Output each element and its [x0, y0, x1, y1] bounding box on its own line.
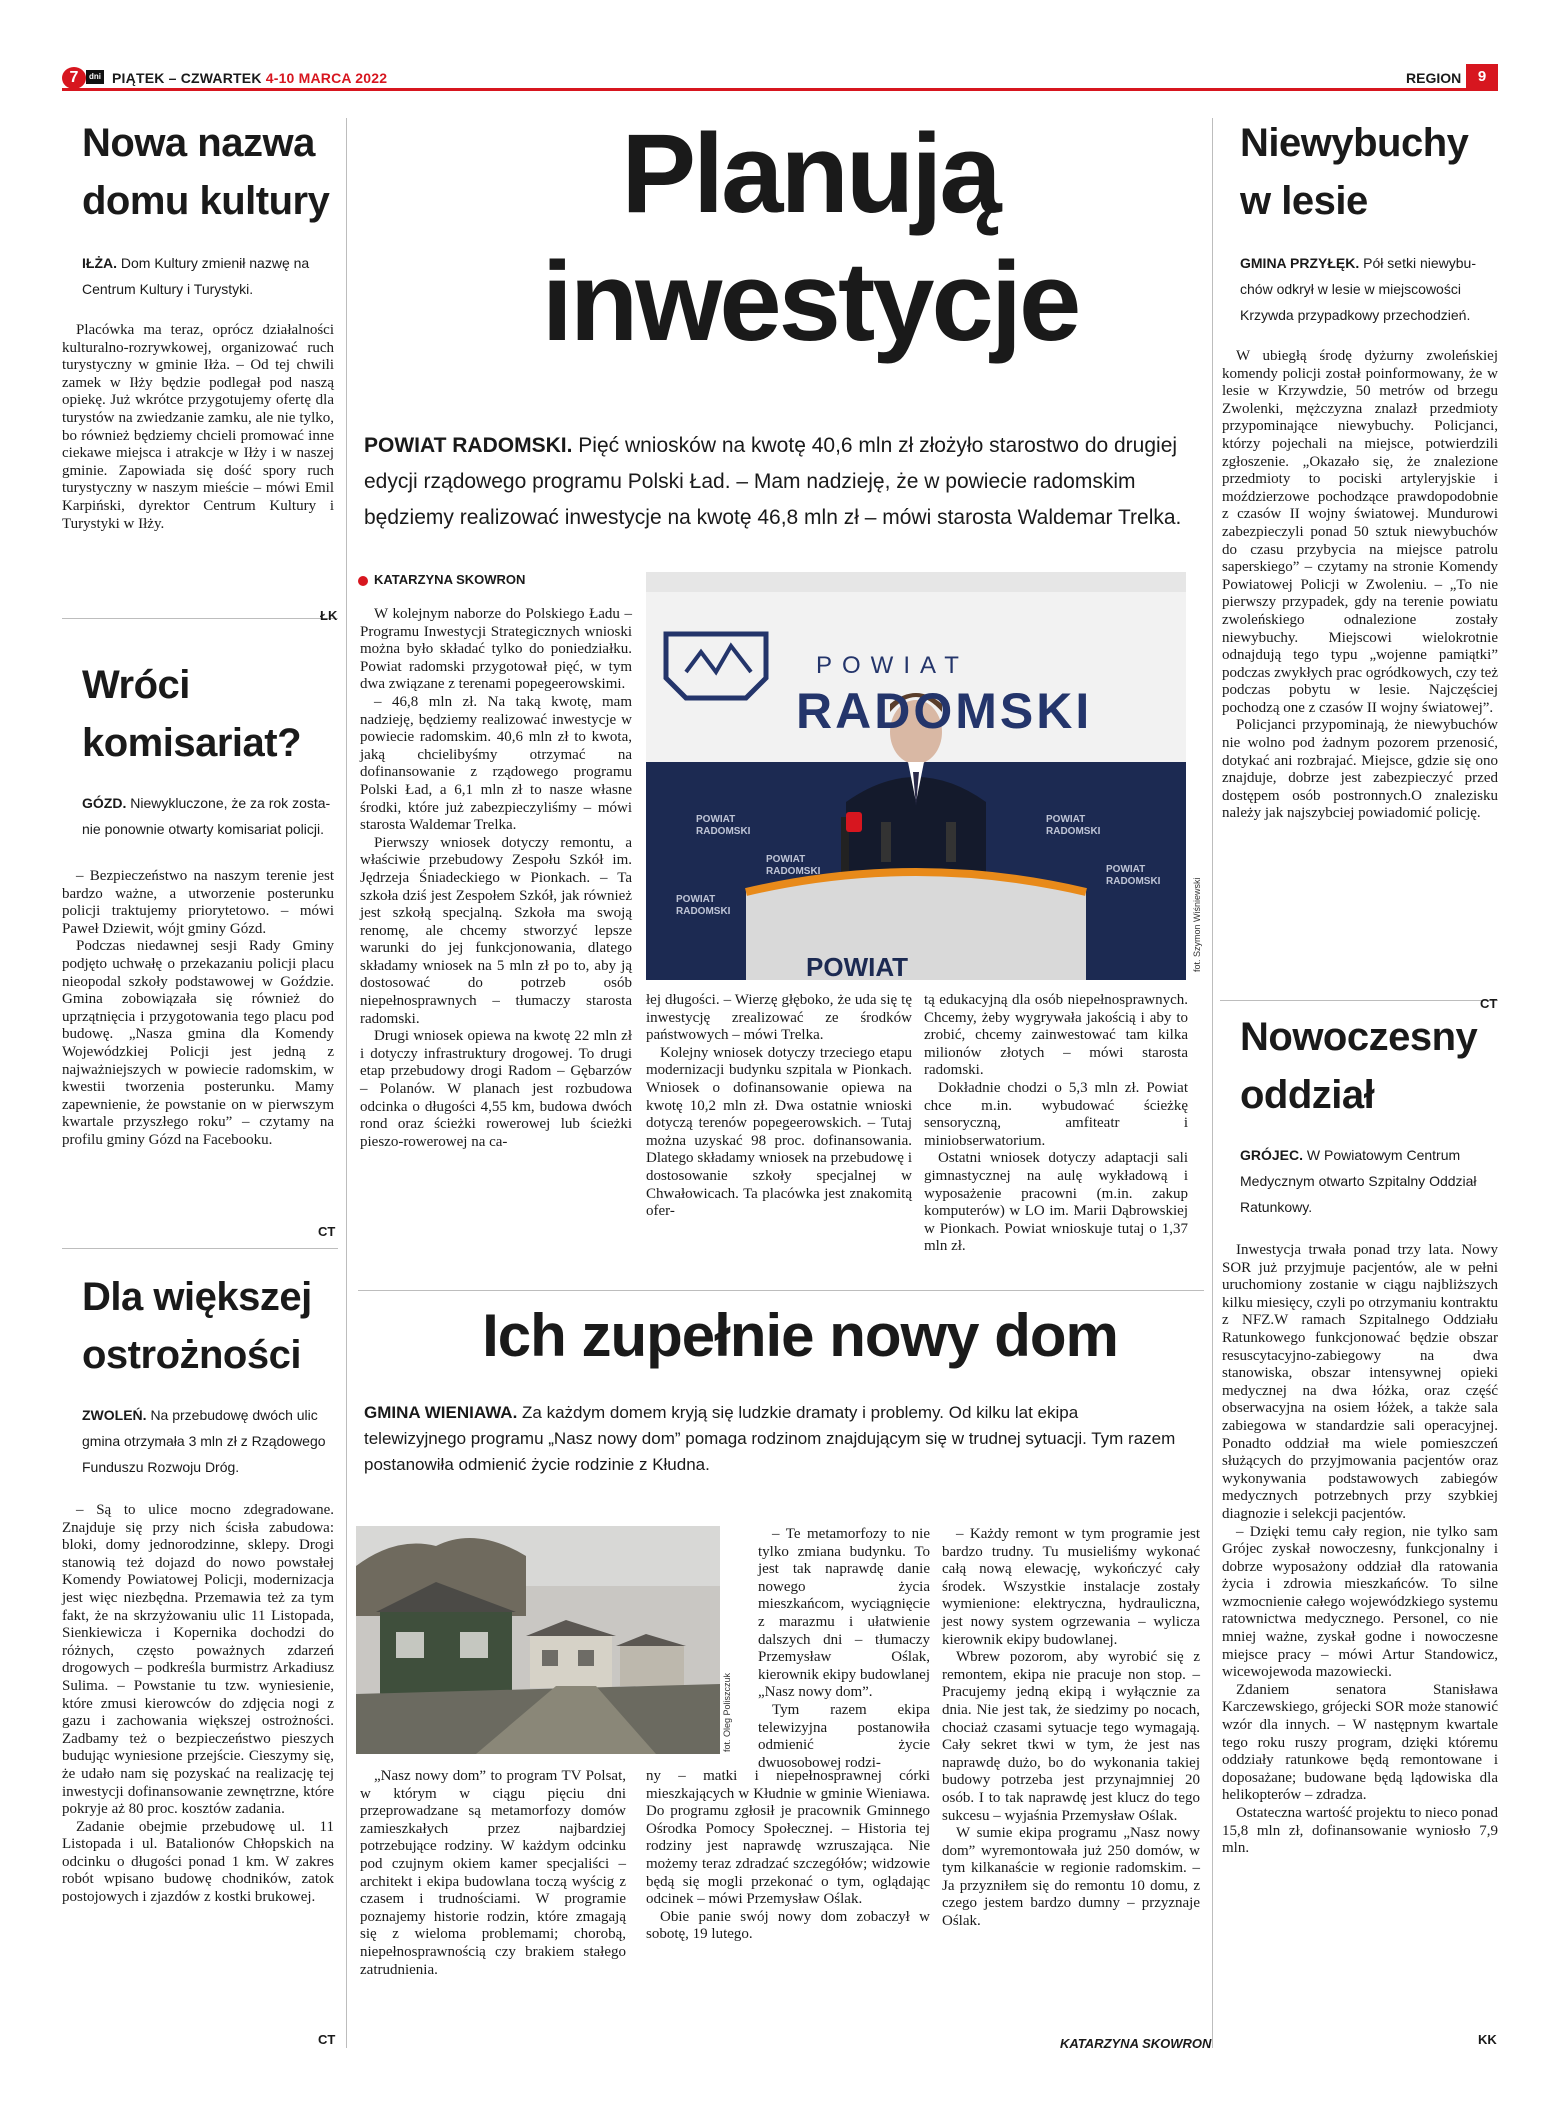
article-body: – Te metamorfozy to nie tylko zmiana budynku. To jest tak naprawdę danie nowego życia mieszkańcom, wyciągnięcie z marazmu i ułatwienie dalszych dni – tłumaczy Przemysław Oślak, kierownik ekipy budowlanej „Nasz nowy dom”. Tym razem ekipa telewizyjna postanowiła odmienić życie dwuosobowej rodzi-: [758, 1526, 930, 1771]
article-body: Placówka ma teraz, oprócz działalności kulturalno-rozrywkowej, organizować ruch turystyczny w gminie Iłża. – Od tej chwili zamek w Iłży będzie podlegał pod naszą opiekę. Już wkrótce przygotujemy ofertę dla turystów na zwiedzanie zamku, ale nie tylko, bo również będziemy chcieli promować inne ciekawe miejsca i atrakcje w Iłży i w naszej gminie. Zapowiada się dość spory ruch turystyczny w naszym mieście – mówi Emil Karpiński, dyrektor Centrum Kultury i Turystyki w Iłży.: [62, 322, 334, 532]
author-initials: CT: [318, 2032, 336, 2047]
article-body: Inwestycja trwała ponad trzy lata. Nowy SOR już przyjmuje pacjentów, ale w pełni uruchomiony zostanie w ciągu najbliższych kilku miesięcy, czyli po otrzymaniu kontraktu z NFZ.W ramach Szpitalnego Oddziału Ratunkowego funkcjonować będzie obszar resuscytacyjno-zabiegowy na dwa stanowiska, obszar intensywnej opieki medycznej na dwa łóżka, oraz część obserwacyjna na osiem łóżek, a także sala zabiegowa w standardzie sali operacyjnej. Ponadto oddział ma wiele pomieszczeń służących do przyjmowania pacjentów oraz wykonywania podstawowych zabiegów medycznych potrzebnych przy szybkiej diagnozie i selekcji pacjentów. – Dzięki temu cały region, nie tylko sam Grójec zyskał nowoczesny, funkcjonalny i dobrze wyposażony oddział dla ratowania życia i zdrowia mieszkańców. To silne wzmocnienie całego wojewódzkiego systemu ratownictwa medycznego. Personel, co nie mniej ważne, zyskał godne i nowoczesne miejsce pracy – mówi Artur Standowicz, wicewojewoda mazowiecki. Zdaniem senatora Stanisława Karczewskiego, grójecki SOR może stanowić wzór dla innych. – W następnym kwartale tego roku ruszy program, dzięki któremu oddziały ratunkowe będą remontowane i doposażane; budowane będą lądowiska dla helikopterów – zdradza. Ostateczna wartość projektu to nieco ponad 15,8 mln zł, dofinansowanie wyniosło 7,9 mln.: [1222, 1242, 1498, 1857]
svg-text:POWIAT: POWIAT: [766, 854, 806, 865]
article-divider: [1220, 1000, 1498, 1001]
article-body: łej długości. – Wierzę głęboko, że uda się tę inwestycję zrealizować ze środków państwowych – mówi Trelka. Kolejny wniosek dotyczy trzeciego etapu modernizacji budynku szpitala w Pionkach. Wniosek o dofinansowanie opiewa na kwotę 10,2 mln zł. Dwa ostatnie wnioski dotyczą terenów popegeerowskich. – Tutaj można uzyskać 98 proc. dofinansowania. Dlatego składamy wniosek na przebudowę i dostosowanie szkoły specjalnej w Chwałowicach. Ta placówka jest znakomitą ofer-: [646, 992, 912, 1220]
article-body: tą edukacyjną dla osób niepełnosprawnych. Chcemy, żeby wygrywała jakością i aby to zrobić, chcemy zainwestować tam kilka milionów złotych – mówi starosta radomski. Dokładnie chodzi o 5,3 mln zł. Powiat chce m.in. wybudować ścieżkę sensoryczną, amfiteatr i miniobserwatorium. Ostatni wniosek dotyczy adaptacji sali gimnastycznej na aulę wykładową i wyposażenie pracowni (m.in. zakup komputerów) w LO im. Marii Dąbrowskiej w Pionkach. Powiat wnioskuje tutaj o 1,37 mln zł.: [924, 992, 1188, 1255]
banner-text: RADOMSKI: [796, 683, 1093, 739]
photo-credit: fot. Szymon Wiśniewski: [1192, 877, 1202, 972]
article-body: – Każdy remont w tym programie jest bardzo trudny. Tu musieliśmy wykonać całą nową elewację, wykończyć cały środek. Wszystkie instalacje zostały wymienione: elektryczna, hydrauliczna, jest nowy system ogrzewania – wylicza kierownik ekipy budowlanej. Wbrew pozorom, aby wyrobić się z remontem, ekipa nie pracuje non stop. – Pracujemy jedną ekipą i wyłącznie za dnia. Nie jest tak, że siedzimy po nocach, chociaż czasami sytuacje tego wymagają. Cały sekret tkwi w tym, że jest nas naprawdę dużo, bo do wykonania takiej budowy potrzeba jest przynajmniej 20 osób. I to tak naprawdę jest klucz do tego sukcesu – wyjaśnia Przemysław Oślak. W sumie ekipa programu „Nasz nowy dom” wyremontowała już 250 domów, w tym kilkanaście w regionie radomskim. – Ja przyzniłem się do remontu 10 domu, z czego jestem bardzo dumny – przyznaje Oślak.: [942, 1526, 1200, 1930]
column-divider: [1212, 118, 1213, 2048]
author-signature: KATARZYNA SKOWRON: [1060, 2036, 1212, 2051]
svg-text:POWIAT: POWIAT: [676, 894, 716, 905]
article-body: „Nasz nowy dom” to program TV Polsat, w którym w ciągu pięciu dni przeprowadzane są metamorfozy domów zamieszkałych przez najbardziej potrzebujące rodziny. W każdym odcinku pod czujnym okiem kamer specjaliści – architekt i ekipa budowlana toczą wyścig z czasem i trudnościami. W programie poznajemy historie rodzin, które zmagają się z wieloma problemami; chorobą, niepełnosprawnością czy brakiem stałego zatrudnienia.: [360, 1768, 626, 1978]
section-label: REGION: [1406, 70, 1462, 86]
svg-text:POWIAT: POWIAT: [806, 952, 909, 980]
article-divider: [62, 1248, 338, 1249]
byline: KATARZYNA SKOWRON: [358, 572, 525, 587]
header-rule: [62, 88, 1498, 91]
second-headline: Ich zupełnie nowy dom: [482, 1302, 1118, 1369]
article-lead: ZWOLEŃ. Na przebudowę dwóch ulic gmina otrzymała 3 mln zł z Rządowego Funduszu Rozwoju Dróg.: [82, 1407, 326, 1475]
article-title: Nowa nazwa domu kultury: [82, 121, 330, 223]
article-title: Dla większej ostrożności: [82, 1275, 312, 1377]
author-initials: CT: [318, 1224, 336, 1239]
banner-text: POWIAT: [816, 652, 969, 679]
second-lead: GMINA WIENIAWA. Za każdym domem kryją się ludzkie dramaty i problemy. Od kilku lat ekipa telewizyjnego programu „Nasz nowy dom” pomaga rodzinom znajdującym się w trudnej sytuacji. Tym razem postanowiła odmienić życie rodzinie z Kłudna.: [364, 1403, 1176, 1474]
svg-text:RADOMSKI: RADOMSKI: [676, 906, 731, 917]
logo-icon: 7: [62, 67, 86, 89]
author-initials: ŁK: [320, 608, 338, 623]
page-number: 9: [1466, 64, 1498, 90]
article-body: ny – matki i niepełnosprawnej córki mieszkających w Kłudnie w gminie Wieniawa. Do programu zgłosił je pracownik Gminnego Ośrodka Pomocy Społecznej. – Historia tej rodziny jest naprawdę wzruszająca. Nie możemy teraz zdradzać szczegółów; widzowie będą się mogli przekonać o tym, oglądając odcinek – mówi Przemysław Oślak. Obie panie swój nowy dom zobaczył w sobotę, 19 lutego.: [646, 1768, 930, 1943]
article-lead: GRÓJEC. W Powiatowym Centrum Medycznym otwarto Szpitalny Oddział Ratunkowy.: [1240, 1147, 1477, 1215]
article-body: W kolejnym naborze do Polskiego Ładu – Programu Inwestycji Strategicznych wnioski można było składać tylko do poniedziałku. Powiat radomski przygotował pięć, w tym dwa związane z terenami popegeerowskimi. – 46,8 mln zł. Na taką kwotę, mam nadzieję, będziemy realizować inwestycje w powiecie radomskim. 40,6 mln zł to kwota, jaką chcielibyśmy otrzymać na dofinansowanie z rządowego programu Polski Ład, a 6,1 mln zł to nasze własne środki, które już zabezpieczyliśmy – mówi starosta Waldemar Trelka. Pierwszy wniosek dotyczy remontu, a właściwie przebudowy Zespołu Szkół im. Jędrzeja Śniadeckiego w Pionkach. – Ta szkoła dziś jest Zespołem Szkół, jak również jest szkołą specjalną. Szkoła ma swoją renomę, ale chcemy stworzyć lepsze warunki do jej funkcjonowania, dlatego składamy wniosek na 5 mln zł po to, aby ją dostosować do potrzeb osób niepełnosprawnych – tłumaczy starosta radomski. Drugi wniosek opiewa na kwotę 22 mln zł i dotyczy infrastruktury drogowej. To drugi etap przebudowy drogi Radom – Gębarzów – Polanów. W planach jest rozbudowa odcinka o długości 4,55 km, budowa dwóch rond oraz ścieżki rowerowej lub ścieżki pieszo-rowerowej na ca-: [360, 606, 632, 1150]
svg-text:POWIAT: POWIAT: [1106, 864, 1146, 875]
main-lead: POWIAT RADOMSKI. Pięć wniosków na kwotę 40,6 mln zł złożyło starostwo do drugiej edycji rządowego programu Polski Ład. – Mam nadzieję, że w powiecie radomskim będziemy realizować inwestycje na kwotę 46,8 mln zł – mówi starosta Waldemar Trelka.: [364, 434, 1182, 529]
article-lead: GMINA PRZYŁĘK. Pół setki niewybu- chów odkrył w lesie w miejscowości Krzywda przypadkowy przechodzień.: [1240, 255, 1476, 323]
article-divider: [62, 618, 338, 619]
author-initials: KK: [1478, 2032, 1497, 2047]
house-photo: [356, 1526, 720, 1754]
main-headline: Planują inwestycje: [541, 111, 1079, 364]
author-initials: CT: [1480, 996, 1498, 1011]
svg-text:RADOMSKI: RADOMSKI: [1046, 826, 1101, 837]
article-lead: IŁŻA. Dom Kultury zmienił nazwę na Centrum Kultury i Turystyki.: [82, 255, 310, 297]
svg-text:POWIAT: POWIAT: [696, 814, 736, 825]
svg-text:RADOMSKI: RADOMSKI: [766, 866, 821, 877]
byline-dot-icon: [358, 576, 368, 586]
photo-credit: fot. Oleg Poliszczuk: [722, 1672, 732, 1752]
village-house-illustration: [356, 1526, 720, 1754]
press-conference-illustration: [646, 572, 1186, 980]
column-divider: [346, 118, 347, 2048]
article-lead: GÓZD. Niewykluczone, że za rok zosta- nie ponownie otwarty komisariat policji.: [82, 795, 331, 837]
main-photo: [646, 572, 1186, 980]
article-divider: [358, 1290, 1204, 1291]
svg-text:POWIAT: POWIAT: [1046, 814, 1086, 825]
article-title: Wróci komisariat?: [82, 663, 302, 765]
article-title: Nowoczesny oddział: [1240, 1015, 1478, 1117]
svg-text:RADOMSKI: RADOMSKI: [1106, 876, 1161, 887]
logo-sub: dni: [86, 70, 104, 84]
svg-text:RADOMSKI: RADOMSKI: [696, 826, 751, 837]
article-title: Niewybuchy w lesie: [1240, 121, 1469, 223]
article-body: W ubiegłą środę dyżurny zwoleńskiej komendy policji został poinformowany, że w lesie w Krzywdzie, 50 metrów od brzegu Zwolenki, mężczyzna znalazł przedmioty przypominające niewybuchy. Policjanci, którzy pojechali na miejsce, potwierdzili zgłoszenie. „Okazało się, że znalezione przedmioty to pociski artyleryjskie i moździerzowe pochodzące prawdopodobnie z czasów II wojny światowej. Mundurowi zabezpieczyli ponad 50 sztuk niewybuchów do czasu przybycia na miejsce patrolu saperskiego” – czytamy na stronie Komendy Powiatowej Policji w Zwoleniu. – „To nie pierwszy przypadek, gdy na terenie powiatu zwoleńskiego odnalezione zostały niewybuchy. Miejscowi wielokrotnie odnajdują tego typu „wojenne pamiątki” podczas zwykłych prac ogródkowych, czy też podczas pobytu w lesie. Najczęściej pochodzą one z czasów II wojny światowej”. Policjanci przypominają, że niewybuchów nie wolno pod żadnym pozorem przenosić, dotykać ani rozbrajać. Miejsce, gdzie się ono znajduje, dobrze jest zabezpieczyć przed dostępem osób postronnych.O znalezisku należy jak najszybciej powiadomić policję.: [1222, 348, 1498, 822]
article-body: – Bezpieczeństwo na naszym terenie jest bardzo ważne, a utworzenie posterunku policji traktujemy priorytetowo. – mówi Paweł Dziewit, wójt gminy Gózd. Podczas niedawnej sesji Rady Gminy podjęto uchwałę o przekazaniu policji placu nieopodal szkoły podstawowej w Goździe. Gmina zobowiązała się również do uprzątnięcia i przygotowania tego placu pod budowę. „Nasza gmina dla Komendy Wojewódzkiej Policji jest jedną z najważniejszych w powiecie radomskim, w kwestii tworzenia posterunku. Mamy zapewnienie, że powstanie on w pierwszym kwartale przyszłego roku” – czytamy na profilu gminy Gózd na Facebooku.: [62, 868, 334, 1148]
issue-date: PIĄTEK – CZWARTEK 4-10 MARCA 2022: [112, 70, 388, 86]
article-body: – Są to ulice mocno zdegradowane. Znajduje się przy nich ścisła zabudowa: bloki, domy jednorodzinne, sklepy. Drogi stanowią też dojazd do nowo powstałej Komendy Powiatowej Policji, modernizacja jest więc niezbędna. Przemawia też za tym fakt, że na skrzyżowaniu ulic 11 Listopada, Sienkiewicza i Kopernika dochodzi do różnych, często poważnych zdarzeń drogowych – podkreśla burmistrz Arkadiusz Sulima. – Powstanie tu tzw. wyniesienie, które zmusi kierowców do zdjęcia nogi z gazu i zachowania większej ostrożności. Zadbamy też o bezpieczeństwo pieszych budując wyniesione przejście. Cieszymy się, że udało nam się pozyskać na realizację tej inwestycji dofinansowanie zewnętrzne, które pokryje aż 80 proc. kosztów zadania. Zadanie obejmie przebudowę ul. 11 Listopada i ul. Batalionów Chłopskich na odcinku o długości ponad 1 km. W zakres robót wpisano budowę chodników, zatok postojowych i zjazdów z kostki brukowej.: [62, 1502, 334, 1906]
